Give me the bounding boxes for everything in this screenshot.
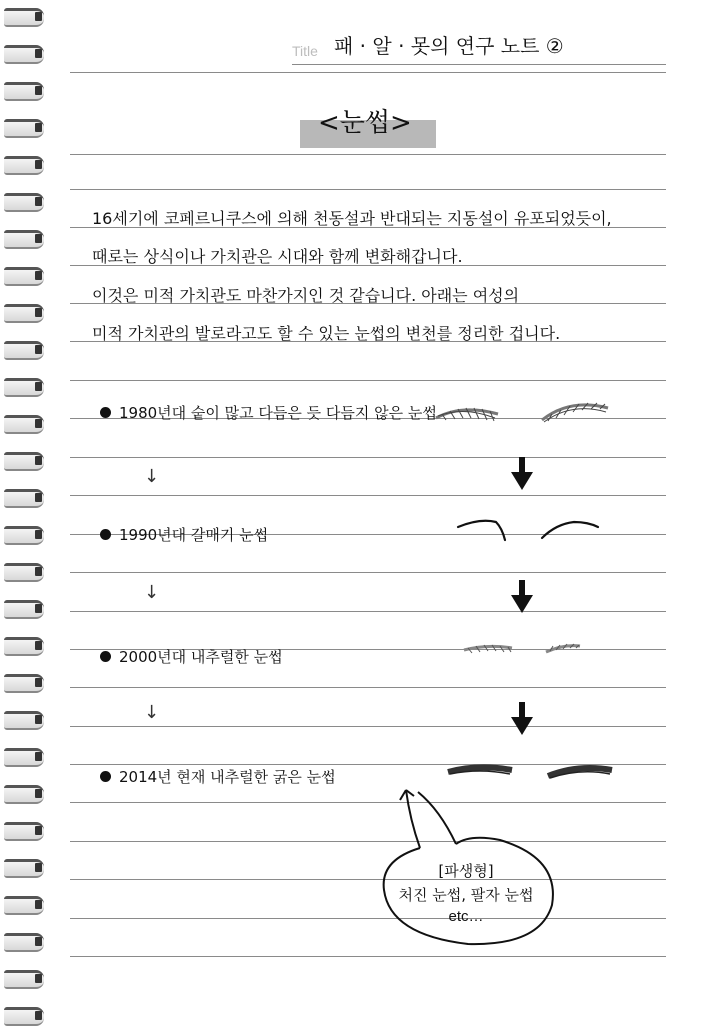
- bubble-line-3: etc…: [448, 908, 484, 925]
- bold-down-arrow-icon: [511, 457, 533, 490]
- intro-line-1: 16세기에 코페르니쿠스에 의해 천동설과 반대되는 지동설이 유포되었듯이,: [92, 209, 612, 228]
- natural-eyebrow-icon: [464, 644, 580, 653]
- seagull-eyebrow-icon: [458, 521, 598, 540]
- intro-line-3: 이것은 미적 가치관도 마찬가지인 것 같습니다. 아래는 여성의: [92, 286, 520, 305]
- section-heading: <눈썹>: [318, 108, 412, 138]
- era-label: 1990년대 갈매기 눈썹: [119, 526, 269, 544]
- era-label: 2000년대 내추럴한 눈썹: [119, 648, 283, 666]
- bold-down-arrow-icon: [511, 580, 533, 613]
- bold-down-arrow-icon: [511, 702, 533, 735]
- era-label: 1980년대 숱이 많고 다듬은 듯 다듬지 않은 눈썹: [119, 404, 437, 422]
- down-arrow-icon: ↓: [144, 582, 160, 603]
- page-title: 패 · 알 · 못의 연구 노트 ②: [334, 34, 564, 58]
- era-label: 2014년 현재 내추럴한 굵은 눈썹: [119, 768, 336, 786]
- intro-line-4: 미적 가치관의 발로라고도 할 수 있는 눈썹의 변천를 정리한 겁니다.: [92, 324, 561, 343]
- bushy-eyebrow-icon: [436, 403, 608, 422]
- down-arrow-icon: ↓: [144, 702, 160, 723]
- intro-line-2: 때로는 상식이나 가치관은 시대와 함께 변화해갑니다.: [92, 247, 463, 266]
- down-arrow-icon: ↓: [144, 466, 160, 487]
- title-label: Title: [292, 43, 318, 59]
- thick-eyebrow-icon: [448, 767, 612, 778]
- bubble-line-1: [파생형]: [438, 862, 494, 880]
- bubble-line-2: 처진 눈썹, 팔자 눈썹: [398, 886, 534, 904]
